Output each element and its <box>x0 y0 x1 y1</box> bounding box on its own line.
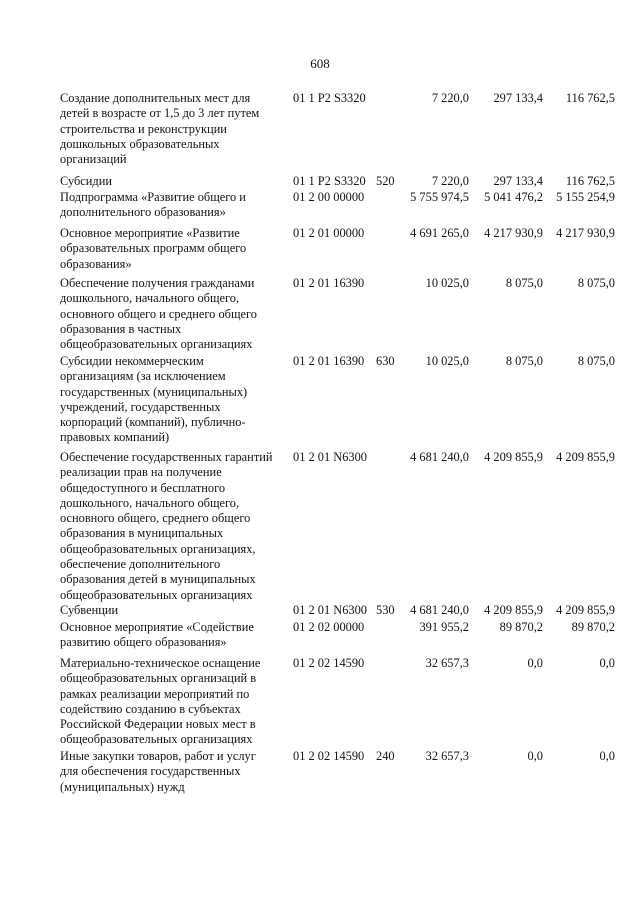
row-value-3: 8 075,0 <box>577 276 615 290</box>
row-value-1: 4 681 240,0 <box>410 603 469 617</box>
row-value-2: 4 217 930,9 <box>484 226 543 240</box>
row-code: 01 2 02 14590 <box>293 656 365 670</box>
row-vr: 240 <box>376 749 395 763</box>
row-code: 01 2 02 00000 <box>293 620 365 634</box>
row-value-2: 4 209 855,9 <box>484 603 543 617</box>
row-value-3: 116 762,5 <box>565 91 615 105</box>
row-value-3: 4 209 855,9 <box>556 603 615 617</box>
row-value-1: 32 657,3 <box>425 656 469 670</box>
row-value-1: 32 657,3 <box>425 749 469 763</box>
row-value-3: 5 155 254,9 <box>556 190 615 204</box>
row-code: 01 1 P2 S3320 <box>293 174 366 188</box>
row-value-1: 4 681 240,0 <box>410 450 469 464</box>
row-value-1: 391 955,2 <box>419 620 469 634</box>
row-code: 01 2 00 00000 <box>293 190 365 204</box>
row-value-3: 4 209 855,9 <box>556 450 615 464</box>
row-name: Обеспечение получения гражданами дошкольного, начального общего, основного общего и среднего общего образования в частных общеобразовательных организациях <box>60 276 257 352</box>
row-value-2: 297 133,4 <box>493 174 543 188</box>
row-value-1: 10 025,0 <box>425 276 469 290</box>
row-code: 01 2 01 00000 <box>293 226 365 240</box>
row-value-2: 297 133,4 <box>493 91 543 105</box>
row-value-2: 8 075,0 <box>505 276 543 290</box>
row-code: 01 2 01 N6300 <box>293 450 367 464</box>
row-name: Субвенции <box>60 603 119 617</box>
row-name: Основное мероприятие «Содействие развитию общего образования» <box>60 620 254 650</box>
row-value-3: 8 075,0 <box>577 354 615 368</box>
row-code: 01 2 01 16390 <box>293 354 365 368</box>
row-value-3: 4 217 930,9 <box>556 226 615 240</box>
row-value-2: 8 075,0 <box>505 354 543 368</box>
row-vr: 520 <box>376 174 395 188</box>
row-value-3: 0,0 <box>599 749 615 763</box>
row-value-2: 0,0 <box>527 656 543 670</box>
row-name: Материально-техническое оснащение общеобразовательных организаций в рамках реализации мероприятий по содействию созданию в субъектах Российской Федерации новых мест в общеобразовательных организациях <box>60 656 261 747</box>
row-code: 01 2 01 16390 <box>293 276 365 290</box>
row-name: Основное мероприятие «Развитие образовательных программ общего образования» <box>60 226 247 271</box>
row-code: 01 1 P2 S3320 <box>293 91 366 105</box>
row-value-2: 0,0 <box>527 749 543 763</box>
row-value-3: 0,0 <box>599 656 615 670</box>
row-value-3: 116 762,5 <box>565 174 615 188</box>
row-vr: 530 <box>376 603 395 617</box>
row-value-3: 89 870,2 <box>571 620 615 634</box>
row-value-2: 89 870,2 <box>499 620 543 634</box>
row-value-1: 10 025,0 <box>425 354 469 368</box>
row-name: Создание дополнительных мест для детей в возрасте от 1,5 до 3 лет путем строительства и реконструкции дошкольных образовательных организаций <box>60 91 260 167</box>
page-number: 608 <box>310 56 330 71</box>
row-value-1: 7 220,0 <box>431 174 469 188</box>
row-value-1: 5 755 974,5 <box>410 190 469 204</box>
row-value-2: 5 041 476,2 <box>484 190 543 204</box>
row-value-2: 4 209 855,9 <box>484 450 543 464</box>
row-name: Обеспечение государственных гарантий реализации прав на получение общедоступного и бесплатного дошкольного, начального общего, основного общего, среднего общего образования в муниципальных общеобразовательных организациях, обеспечение дополнительного образования детей в муниципальных общеобразовательных организациях <box>60 450 273 602</box>
row-value-1: 4 691 265,0 <box>410 226 469 240</box>
row-name: Субсидии некоммерческим организациям (за исключением государственных (муниципальных) учреждений, государственных корпораций (компаний), публично- правовых компаний) <box>60 354 248 445</box>
row-name: Субсидии <box>60 174 112 188</box>
row-vr: 630 <box>376 354 395 368</box>
row-code: 01 2 01 N6300 <box>293 603 367 617</box>
row-code: 01 2 02 14590 <box>293 749 365 763</box>
row-name: Иные закупки товаров, работ и услуг для обеспечения государственных (муниципальных) нужд <box>60 749 256 794</box>
row-value-1: 7 220,0 <box>431 91 469 105</box>
row-name: Подпрограмма «Развитие общего и дополнительного образования» <box>60 190 246 220</box>
